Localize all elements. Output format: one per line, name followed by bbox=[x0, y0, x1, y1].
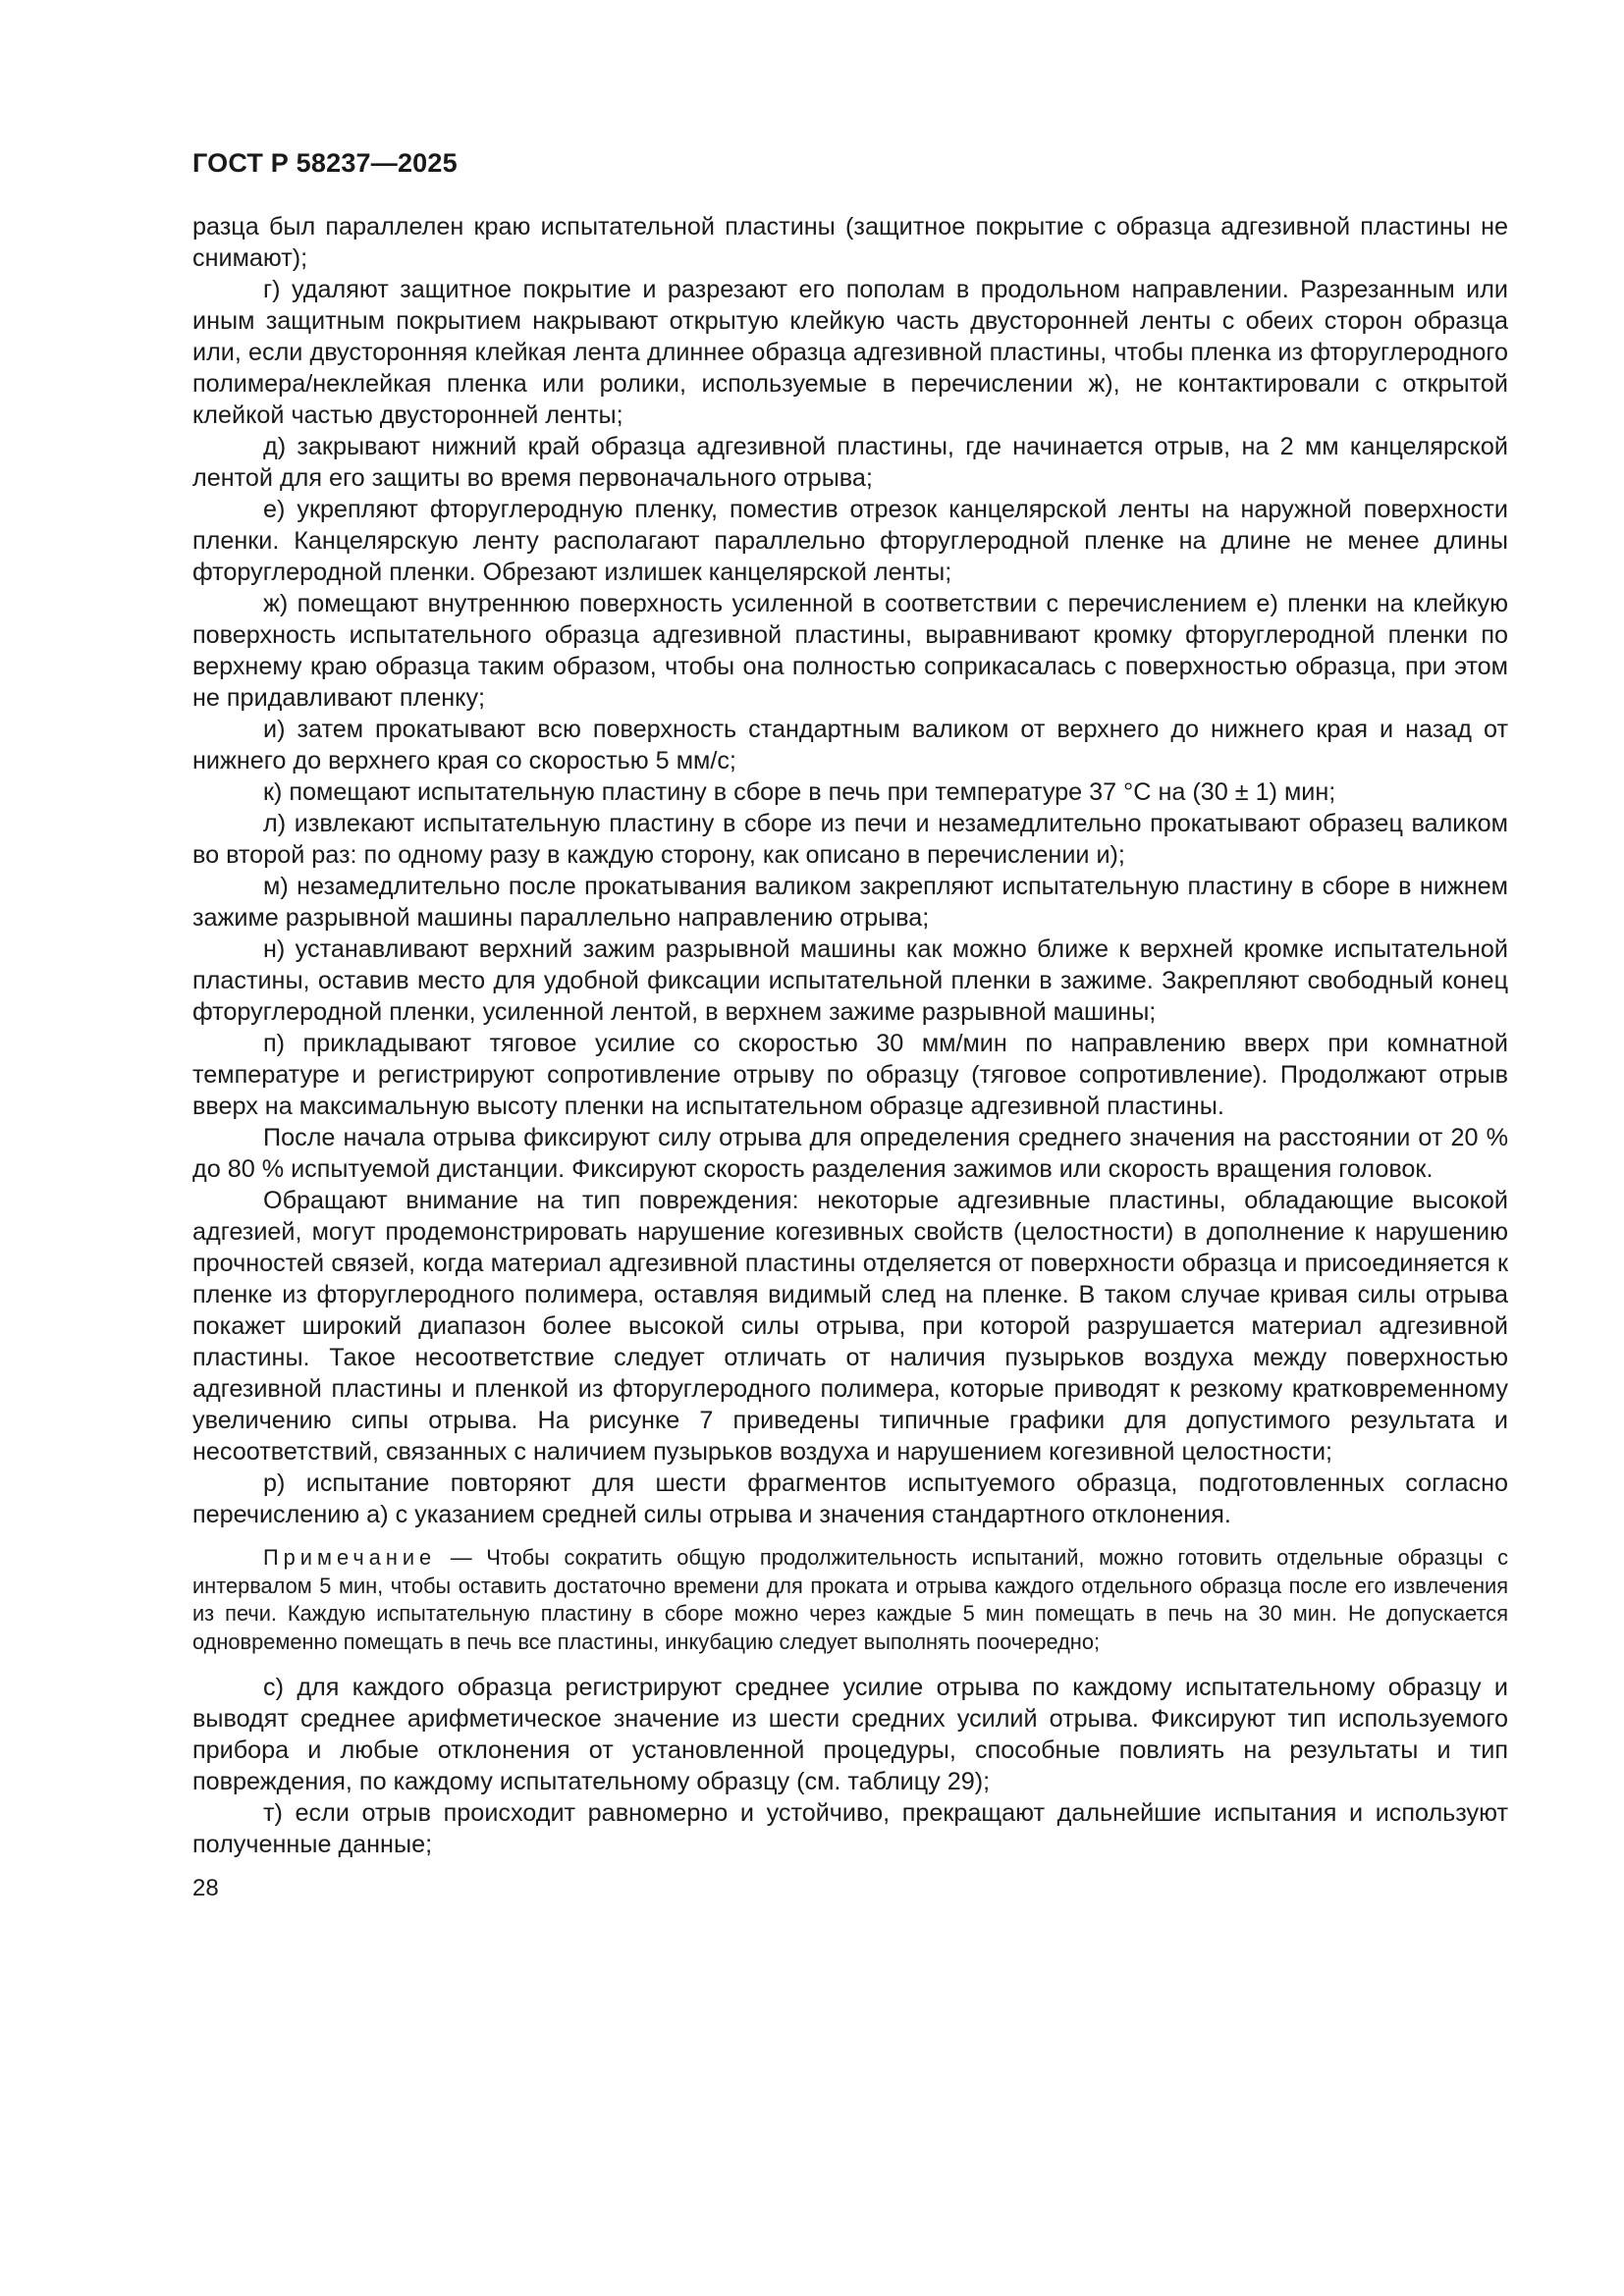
list-item-d: д) закрывают нижний край образца адгезивной пластины, где начинается отрыв, на 2 мм канцелярской лентой для его защиты во время первоначального отрыва; bbox=[192, 433, 1508, 492]
note-dash: — bbox=[436, 1545, 487, 1570]
document-page bbox=[192, 147, 1508, 1903]
list-item-i: и) затем прокатывают всю поверхность стандартным валиком от верхнего до нижнего края и назад от нижнего до верхнего края со скоростью 5 мм/с; bbox=[192, 716, 1508, 774]
list-item-m: м) незамедлительно после прокатывания валиком закрепляют испытательную пластину в сборе в нижнем зажиме разрывной машины параллельно направлению отрыва; bbox=[192, 873, 1508, 932]
paragraph-continuation: разца был параллелен краю испытательной пластины (защитное покрытие с образца адгезивной пластины не снимают); bbox=[192, 213, 1508, 272]
list-item-k: к) помещают испытательную пластину в сборе в печь при температуре 37 °С на (30 ± 1) мин; bbox=[263, 778, 1336, 806]
paragraph-after-start: После начала отрыва фиксируют силу отрыва для определения среднего значения на расстоянии от 20 % до 80 % испытуемой дистанции. Фиксируют скорость разделения зажимов или скорость вращения головок. bbox=[192, 1124, 1508, 1183]
note-block bbox=[192, 1544, 1508, 1656]
list-item-t: т) если отрыв происходит равномерно и устойчиво, прекращают дальнейшие испытания и используют полученные данные; bbox=[192, 1799, 1508, 1858]
list-item-n: н) устанавливают верхний зажим разрывной машины как можно ближе к верхней кромке испытательной пластины, оставив место для удобной фиксации испытательной пленки в зажиме. Закрепляют свободный конец фторуглеродной пленки, усиленной лентой, в верхнем зажиме разрывной машины; bbox=[192, 935, 1508, 1026]
list-item-zh: ж) помещают внутреннюю поверхность усиленной в соответствии с перечислением е) пленки на клейкую поверхность испытательного образца адгезивной пластины, выравнивают кромку фторуглеродной пленки по верхнему краю образца таким образом, чтобы она полностью соприкасалась с поверхностью образца, при этом не придавливают пленку; bbox=[192, 590, 1508, 712]
list-item-e: е) укрепляют фторуглеродную пленку, поместив отрезок канцелярской ленты на наружной поверхности пленки. Канцелярскую ленту располагают параллельно фторуглеродной пленке на длине не менее длины фторуглеродной пленки. Обрезают излишек канцелярской ленты; bbox=[192, 496, 1508, 586]
paragraph-failure-type: Обращают внимание на тип повреждения: некоторые адгезивные пластины, обладающие высокой адгезией, могут продемонстрировать нарушение когезивных свойств (целостности) в дополнение к нарушению прочностей связей, когда материал адгезивной пластины отделяется от поверхности образца и присоединяется к пленке из фторуглеродного полимера, оставляя видимый след на пленке. В таком случае кривая силы отрыва покажет широкий диапазон более высокой силы отрыва, при которой разрушается материал адгезивной пластины. Такое несоответствие следует отличать от наличия пузырьков воздуха между поверхностью адгезивной пластины и пленкой из фторуглеродного полимера, которые приводят к резкому кратковременному увеличению сипы отрыва. На рисунке 7 приведены типичные графики для допустимого результата и несоответствий, связанных с наличием пузырьков воздуха и нарушением когезивной целостности; bbox=[192, 1187, 1508, 1466]
list-item-l: л) извлекают испытательную пластину в сборе из печи и незамедлительно прокатывают образец валиком во второй раз: по одному разу в каждую сторону, как описано в перечислении и); bbox=[192, 810, 1508, 869]
list-item-s: с) для каждого образца регистрируют среднее усилие отрыва по каждому испытательному образцу и выводят среднее арифметическое значение из шести средних усилий отрыва. Фиксируют тип используемого прибора и любые отклонения от установленной процедуры, способные повлиять на результаты и тип повреждения, по каждому испытательному образцу (см. таблицу 29); bbox=[192, 1674, 1508, 1795]
body-before-note bbox=[192, 211, 1508, 1530]
list-item-g: г) удаляют защитное покрытие и разрезают его пополам в продольном направлении. Разрезанным или иным защитным покрытием накрывают открытую клейкую часть двусторонней ленты с обеих сторон образца или, если двусторонняя клейкая лента длиннее образца адгезивной пластины, чтобы пленка из фторуглеродного полимера/неклейкая пленка или ролики, используемые в перечислении ж), не контактировали с открытой клейкой частью двусторонней ленты; bbox=[192, 276, 1508, 429]
list-item-p: п) прикладывают тяговое усилие со скоростью 30 мм/мин по направлению вверх при комнатной температуре и регистрируют сопротивление отрыву по образцу (тяговое сопротивление). Продолжают отрыв вверх на максимальную высоту пленки на испытательном образце адгезивной пластины. bbox=[192, 1030, 1508, 1120]
page-number: 28 bbox=[192, 1875, 219, 1901]
note-label: Примечание bbox=[263, 1545, 437, 1570]
body-after-note bbox=[192, 1672, 1508, 1860]
note-text: Чтобы сократить общую продолжительность испытаний, можно готовить отдельные образцы с интервалом 5 мин, чтобы оставить достаточно времени для проката и отрыва каждого отдельного образца после его извлечения из печи. Каждую испытательную пластину в сборе можно через каждые 5 мин помещать в печь на 30 мин. Не допускается одновременно помещать в печь все пластины, инкубацию следует выполнять поочередно; bbox=[192, 1545, 1508, 1654]
list-item-r: р) испытание повторяют для шести фрагментов испытуемого образца, подготовленных согласно перечислению а) с указанием средней силы отрыва и значения стандартного отклонения. bbox=[192, 1469, 1508, 1528]
document-header: ГОСТ Р 58237—2025 bbox=[192, 148, 458, 178]
